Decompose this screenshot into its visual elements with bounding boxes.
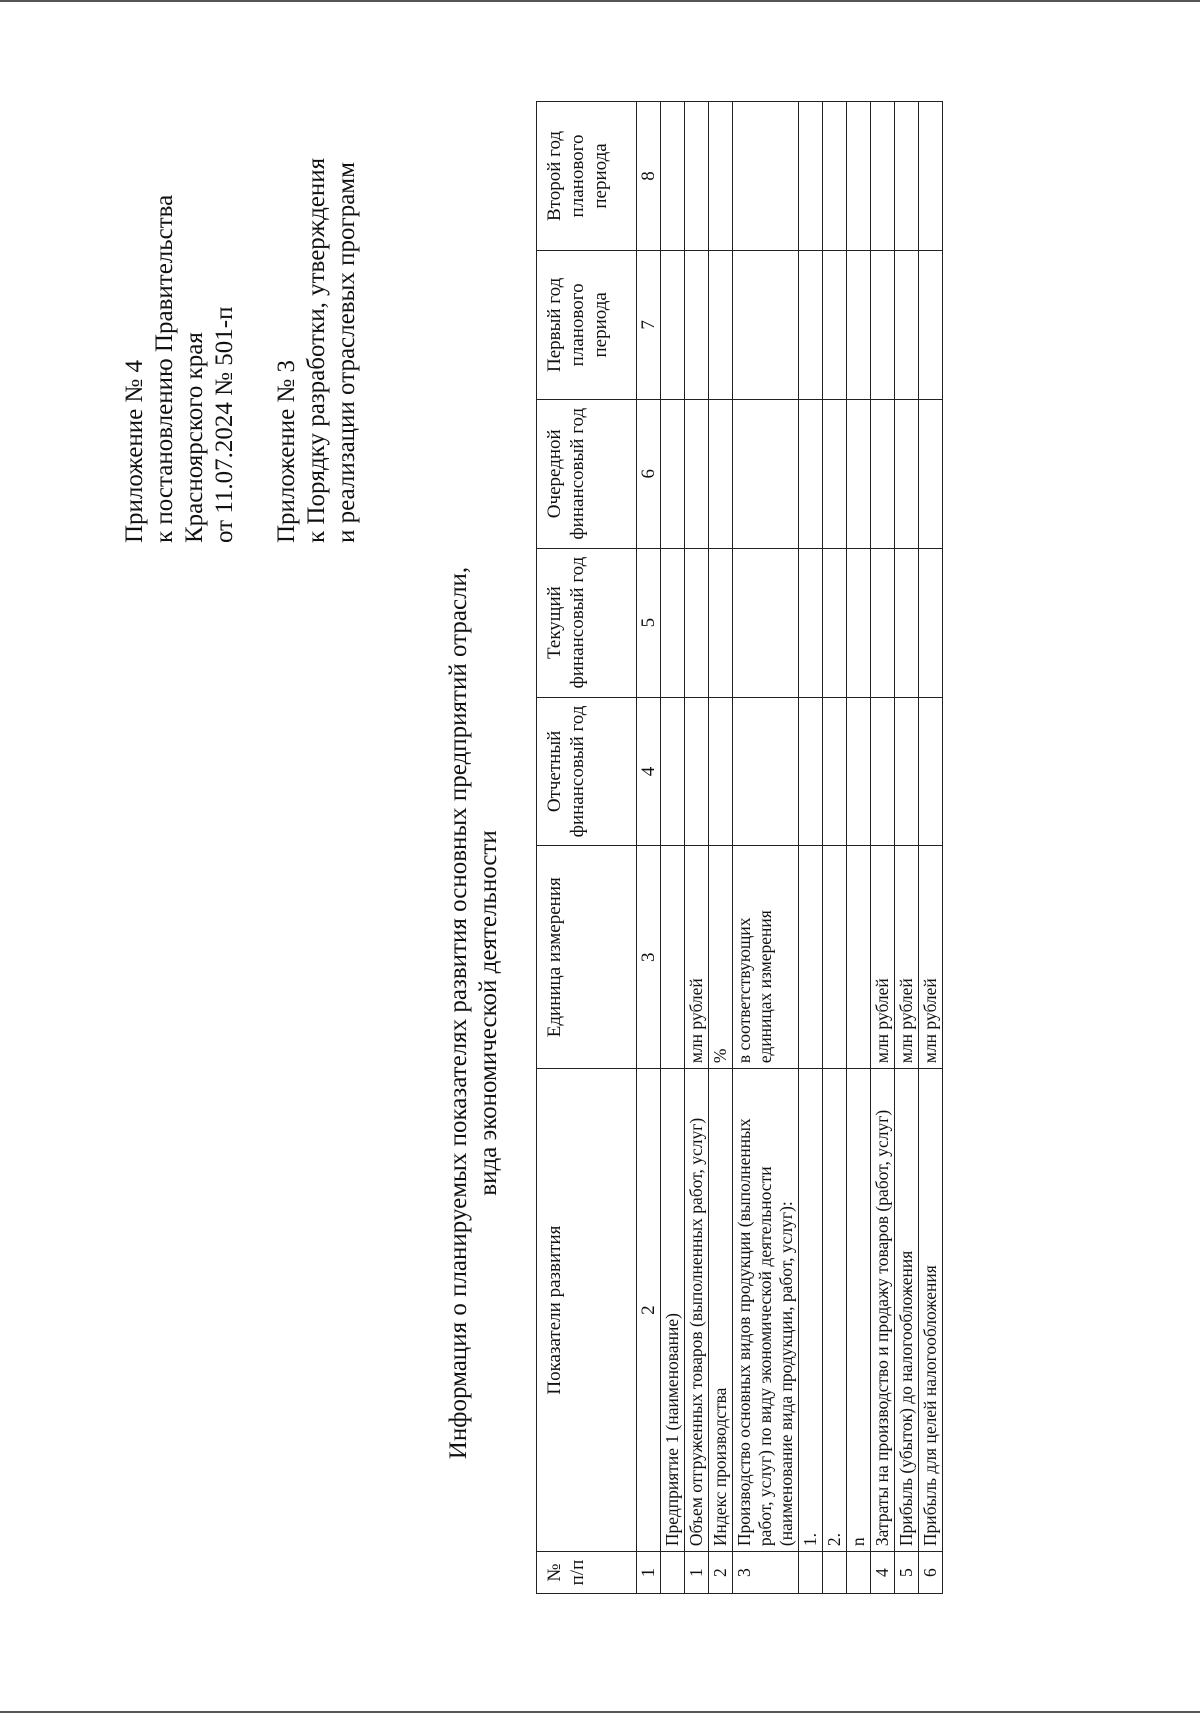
- table-row: [847, 102, 871, 1594]
- appendix-main-line: к постановлению Правительства: [151, 194, 178, 543]
- column-number: 8: [637, 102, 661, 251]
- row-value-cell: [919, 250, 943, 399]
- row-value-cell: [919, 399, 943, 548]
- row-value-cell: [895, 697, 919, 846]
- row-indicator: Объем отгруженных товаров (выполненных работ, услуг): [685, 1069, 709, 1552]
- row-number: [847, 1552, 871, 1594]
- appendix-sub-line: и реализации отраслевых программ: [333, 162, 360, 543]
- enterprise-row: [661, 102, 685, 1594]
- row-value-cell: [709, 697, 733, 846]
- header-unit: Единица измерения: [537, 846, 637, 1069]
- row-unit: млн рублей: [895, 846, 919, 1069]
- row-unit: млн рублей: [685, 846, 709, 1069]
- row-value-cell: [919, 548, 943, 697]
- row-unit: млн рублей: [871, 846, 895, 1069]
- row-value-cell: [733, 399, 799, 548]
- row-indicator: Прибыль для целей налогообложения: [919, 1069, 943, 1552]
- row-unit: млн рублей: [919, 846, 943, 1069]
- column-number-row: [637, 102, 661, 1594]
- table-cell: [661, 102, 685, 251]
- row-value-cell: [871, 697, 895, 846]
- table-row: [871, 102, 895, 1594]
- row-indicator: 1.: [799, 1069, 823, 1552]
- header-plan-year-2: Второй год планового периода: [537, 102, 637, 251]
- row-value-cell: [919, 697, 943, 846]
- row-value-cell: [847, 697, 871, 846]
- appendix-sub-line: к Порядку разработки, утверждения: [303, 157, 330, 543]
- row-value-cell: [709, 548, 733, 697]
- row-number: 2: [709, 1552, 733, 1594]
- enterprise-name: Предприятие 1 (наименование): [661, 1069, 685, 1552]
- row-value-cell: [895, 250, 919, 399]
- table-cell: [661, 250, 685, 399]
- column-number: 7: [637, 250, 661, 399]
- row-value-cell: [685, 102, 709, 251]
- row-value-cell: [847, 102, 871, 251]
- row-value-cell: [733, 697, 799, 846]
- row-value-cell: [847, 399, 871, 548]
- row-value-cell: [733, 102, 799, 251]
- column-number: 1: [637, 1552, 661, 1594]
- row-value-cell: [847, 250, 871, 399]
- row-value-cell: [685, 399, 709, 548]
- appendix-main-line: от 11.07.2024 № 501-п: [211, 306, 238, 543]
- row-value-cell: [895, 102, 919, 251]
- row-value-cell: [847, 548, 871, 697]
- row-value-cell: [685, 697, 709, 846]
- row-value-cell: [709, 250, 733, 399]
- row-value-cell: [895, 399, 919, 548]
- row-value-cell: [823, 697, 847, 846]
- header-reporting-year: Отчетный финансовый год: [537, 697, 637, 846]
- row-value-cell: [685, 548, 709, 697]
- row-number: 1: [685, 1552, 709, 1594]
- document-title-line: вида экономической деятельности: [475, 830, 502, 1196]
- indicators-table: [536, 101, 943, 1594]
- table-row: [919, 102, 943, 1594]
- row-indicator: Индекс производства: [709, 1069, 733, 1552]
- header-num: № п/п: [537, 1552, 637, 1594]
- table-row: [685, 102, 709, 1594]
- table-header-row: [537, 102, 637, 1594]
- table-row: [733, 102, 799, 1594]
- document-title-line: Информация о планируемых показателях развития основных предприятий отрасли,: [445, 566, 472, 1460]
- table-row: [895, 102, 919, 1594]
- row-indicator: n: [847, 1069, 871, 1552]
- table-cell: [661, 1552, 685, 1594]
- row-number: [799, 1552, 823, 1594]
- row-value-cell: [919, 102, 943, 251]
- column-number: 2: [637, 1069, 661, 1552]
- row-number: 4: [871, 1552, 895, 1594]
- table-body: [637, 102, 943, 1594]
- table-cell: [661, 846, 685, 1069]
- row-value-cell: [871, 548, 895, 697]
- row-value-cell: [733, 548, 799, 697]
- row-indicator: Затраты на производство и продажу товаров (работ, услуг): [871, 1069, 895, 1552]
- appendix-main-line: Приложение № 4: [121, 359, 148, 543]
- row-value-cell: [823, 250, 847, 399]
- row-value-cell: [685, 250, 709, 399]
- row-unit: [847, 846, 871, 1069]
- table-row: [709, 102, 733, 1594]
- row-value-cell: [895, 548, 919, 697]
- row-value-cell: [733, 250, 799, 399]
- table-cell: [661, 399, 685, 548]
- row-indicator: 2.: [823, 1069, 847, 1552]
- appendix-main-block: [120, 195, 240, 543]
- row-value-cell: [871, 250, 895, 399]
- row-value-cell: [709, 102, 733, 251]
- header-plan-year-1: Первый год планового периода: [537, 250, 637, 399]
- row-number: [823, 1552, 847, 1594]
- row-unit: %: [709, 846, 733, 1069]
- row-number: 3: [733, 1552, 799, 1594]
- row-value-cell: [823, 548, 847, 697]
- column-number: 6: [637, 399, 661, 548]
- row-value-cell: [799, 102, 823, 251]
- column-number: 4: [637, 697, 661, 846]
- row-value-cell: [709, 399, 733, 548]
- row-number: 6: [919, 1552, 943, 1594]
- column-number: 5: [637, 548, 661, 697]
- row-value-cell: [871, 399, 895, 548]
- table-cell: [661, 548, 685, 697]
- appendix-sub-block: [272, 158, 362, 543]
- table-row: [799, 102, 823, 1594]
- row-value-cell: [799, 399, 823, 548]
- row-value-cell: [799, 250, 823, 399]
- header-current-year: Текущий финансовый год: [537, 548, 637, 697]
- row-number: 5: [895, 1552, 919, 1594]
- document-title: [444, 483, 504, 1543]
- row-value-cell: [799, 548, 823, 697]
- row-value-cell: [823, 399, 847, 548]
- row-value-cell: [871, 102, 895, 251]
- appendix-main-line: Красноярского края: [181, 332, 208, 543]
- header-indicator: Показатели развития: [537, 1069, 637, 1552]
- row-value-cell: [823, 102, 847, 251]
- row-indicator: Производство основных видов продукции (выполненных работ, услуг) по виду экономической деятельности (наименование вида продукции, работ, услуг):: [733, 1069, 799, 1552]
- row-value-cell: [799, 697, 823, 846]
- row-indicator: Прибыль (убыток) до налогообложения: [895, 1069, 919, 1552]
- table-row: [823, 102, 847, 1594]
- table-cell: [661, 697, 685, 846]
- header-next-year: Очередной финансовый год: [537, 399, 637, 548]
- appendix-sub-line: Приложение № 3: [273, 359, 300, 543]
- row-unit: в соответствующих единицах измерения: [733, 846, 799, 1069]
- column-number: 3: [637, 846, 661, 1069]
- row-unit: [799, 846, 823, 1069]
- row-unit: [823, 846, 847, 1069]
